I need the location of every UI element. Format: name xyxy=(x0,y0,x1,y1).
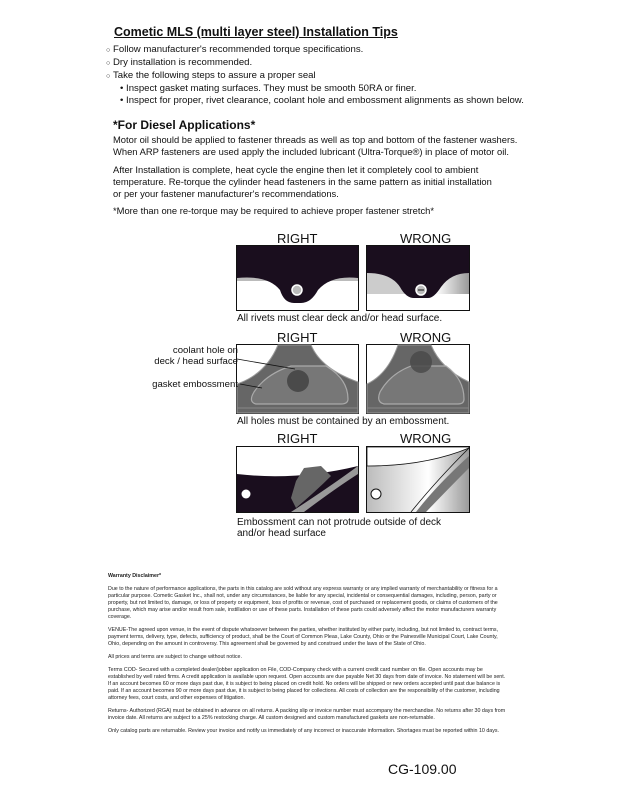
leader-lines xyxy=(200,350,310,395)
rivet-right-diagram xyxy=(236,245,359,311)
tip-text: Follow manufacturer's recommended torque specifications. xyxy=(113,44,364,55)
tip-item: ○ Dry installation is recommended. xyxy=(106,57,253,68)
label-right: RIGHT xyxy=(277,231,318,246)
rivet-wrong-diagram xyxy=(366,245,470,311)
tip-item: ○ Follow manufacturer's recommended torque specifications. xyxy=(106,44,364,55)
fine-print xyxy=(108,573,508,741)
diesel-paragraph-1 xyxy=(113,134,517,158)
page-title: Cometic MLS (multi layer steel) Installation Tips xyxy=(114,25,398,39)
label-wrong: WRONG xyxy=(400,431,452,446)
line: Motor oil should be applied to fastener threads as well as top and bottom of the fastener washers. xyxy=(113,134,518,145)
line: or per your fastener manufacturer's recommendations. xyxy=(113,188,339,199)
diesel-heading: *For Diesel Applications* xyxy=(113,118,256,132)
tip-text: Dry installation is recommended. xyxy=(113,57,253,68)
line: Embossment can not protrude outside of deck xyxy=(237,517,442,528)
label-wrong: WRONG xyxy=(400,231,452,246)
sub-tip-text: Inspect gasket mating surfaces. They must be smooth 50RA or finer. xyxy=(126,83,417,94)
line: temperature. Re-torque the cylinder head fasteners in the same pattern as initial installation xyxy=(113,176,492,187)
coolant-wrong-diagram xyxy=(366,344,470,414)
warranty-heading: Warranty Disclaimer* xyxy=(108,573,162,579)
terms-paragraph: Terms COD- Secured with a completed dealer/jobber application on File, COD-Company check with a current credit card number on file. Open accounts may be established by well rated firms. A credit application is available upon request. Open accounts are due payable Net 30 days from date of invoice. No statement will be sent. If an account becomes 60 or more days past due, it is subject to being placed on credit hold. No orders will be shipped or new orders accepted until past due balance is paid. If an account becomes 90 or more days past due, it is subject to being placed for collections. All costs of collection are the responsibility of the customer, including attorney fees, court costs, and other expenses of litigation. xyxy=(108,667,506,701)
returns-paragraph: Returns- Authorized (RGA) must be obtained in advance on all returns. A packing slip or invoice number must accompany the merchandise. No returns after 30 days from invoice date. All returns are subject to a 25% restocking charge. All custom designed and custom manufactured gaskets are non-returnable. xyxy=(108,708,506,721)
tips-list xyxy=(106,44,524,107)
embossment-wrong-diagram xyxy=(366,446,470,513)
warranty-paragraph: Due to the nature of performance applications, the parts in this catalog are sold without any express warranty or any implied warranty of merchantability or fitness for a particular purpose. Cometic Gasket Inc., shall not, under any circumstances, be liable for any special, incidental or consequential damages, including, person, party or property, but not limited to, damage, or loss of property or equipment, loss of profits or revenue, cost of purchased or replacement goods, or claims of customers of the purchase, which may arise and/or result from sale, instillation or use of these parts. Installation of these parts could adversely affect the motor manufacturers warranty coverage. xyxy=(108,586,498,620)
line: deck / head surface xyxy=(154,356,238,367)
sub-tip-item: • Inspect for proper, rivet clearance, coolant hole and embossment alignments as shown below. xyxy=(120,95,524,106)
caption-rivets: All rivets must clear deck and/or head surface. xyxy=(237,313,443,324)
line: When ARP fasteners are used apply the included lubricant (Ultra-Torque®) in place of motor oil. xyxy=(113,146,509,157)
caption-holes: All holes must be contained by an embossment. xyxy=(237,416,450,427)
embossment-right-diagram xyxy=(236,446,359,513)
line: coolant hole on xyxy=(172,345,238,356)
tip-item: ○ Take the following steps to assure a proper seal xyxy=(106,70,316,81)
gasket-embossment-note: gasket embossment xyxy=(152,379,238,390)
diesel-paragraph-2 xyxy=(113,164,492,200)
prices-paragraph: All prices and terms are subject to change without notice. xyxy=(108,654,242,660)
line: After Installation is complete, heat cycle the engine then let it completely cool to ambient xyxy=(113,164,479,175)
sub-tip-text: Inspect for proper, rivet clearance, coolant hole and embossment alignments as shown below. xyxy=(126,95,524,106)
page-code: CG-109.00 xyxy=(388,761,457,777)
label-wrong: WRONG xyxy=(400,330,452,345)
label-right: RIGHT xyxy=(277,330,318,345)
diesel-note: *More than one re-torque may be required to achieve proper fastener stretch* xyxy=(113,205,435,216)
caption-embossment xyxy=(237,517,441,539)
label-right: RIGHT xyxy=(277,431,318,446)
catalog-parts-paragraph: Only catalog parts are returnable. Review your invoice and notify us immediately of any incorrect or inaccurate information. Shortages must be reported within 10 days. xyxy=(108,728,499,734)
sub-tip-item: • Inspect gasket mating surfaces. They must be smooth 50RA or finer. xyxy=(120,83,417,94)
line: and/or head surface xyxy=(237,528,326,539)
venue-paragraph: VENUE-The agreed upon venue, in the event of dispute whatsoever between the parties, whether instituted by either party, including, but not limited to, contract terms, payment terms, delivery, type, defects, sufficiency of product, shall be the Court of Common Pleas, Lake County, Ohio or the Painesville Municipal Court, Lake County, Ohio, depending on the amount in controversy. This agreement shall be governed by and construed under the laws of the State of Ohio. xyxy=(108,627,499,647)
tip-text: Take the following steps to assure a proper seal xyxy=(113,70,316,81)
